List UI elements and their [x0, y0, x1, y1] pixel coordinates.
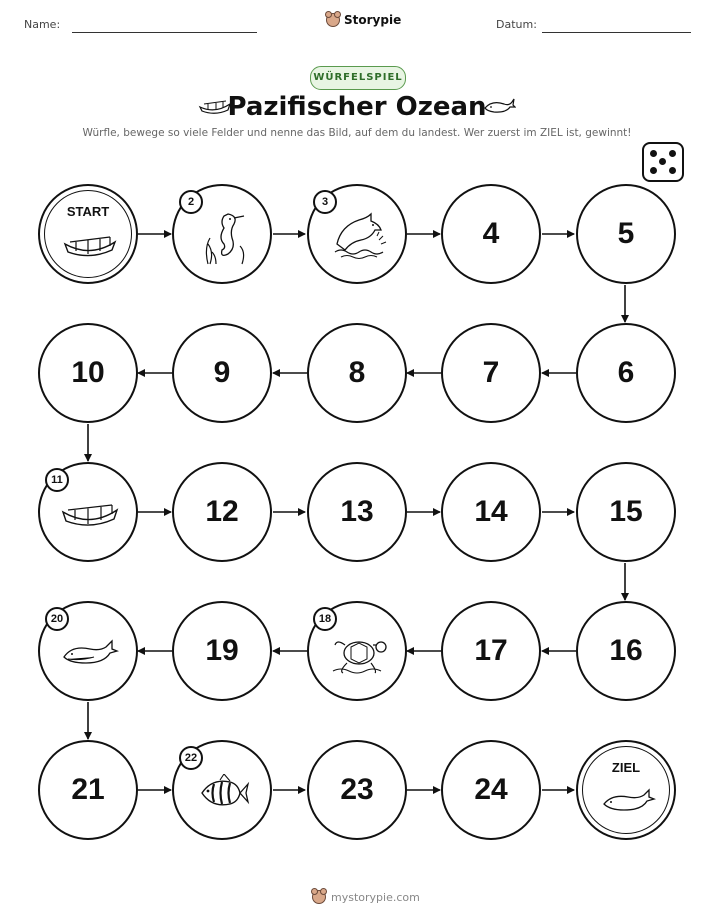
- turtle-icon: [331, 631, 389, 677]
- goal-cell[interactable]: [576, 740, 676, 840]
- fish-icon: [198, 774, 250, 812]
- canoe-icon: [62, 234, 118, 260]
- cell-13[interactable]: [307, 462, 407, 562]
- dolphin-icon: [331, 210, 387, 260]
- cell-15[interactable]: [576, 462, 676, 562]
- cell-number: 19: [205, 634, 239, 667]
- cell-number: 13: [340, 495, 374, 528]
- cell-22-number: 22: [179, 746, 203, 770]
- cell-21[interactable]: [38, 740, 138, 840]
- cell-number: 4: [482, 217, 500, 250]
- goal-label: ZIEL: [611, 760, 641, 775]
- cell-24[interactable]: [441, 740, 541, 840]
- cell-11-number: 11: [45, 468, 69, 492]
- game-type-badge: WÜRFELSPIEL: [310, 66, 406, 90]
- cell-number: 7: [482, 356, 500, 389]
- cell-10[interactable]: [38, 323, 138, 423]
- cell-20-number: 20: [45, 607, 69, 631]
- whale-icon: [60, 639, 120, 669]
- cell-number: 12: [205, 495, 239, 528]
- cell-number: 24: [474, 773, 508, 806]
- cell-7[interactable]: [441, 323, 541, 423]
- footer-url[interactable]: mystorypie.com: [331, 890, 420, 904]
- cell-2-number: 2: [179, 190, 203, 214]
- cell-18-number: 18: [313, 607, 337, 631]
- cell-number: 15: [609, 495, 643, 528]
- bear-icon: [312, 890, 326, 904]
- cell-6[interactable]: [576, 323, 676, 423]
- canoe-icon: [60, 502, 120, 530]
- instructions: Würfle, bewege so viele Felder und nenne das Bild, auf dem du landest. Wer zuerst im ZIEL ist, gewinnt!: [82, 127, 632, 139]
- cell-12[interactable]: [172, 462, 272, 562]
- page-title: Pazifischer Ozean: [227, 92, 487, 122]
- cell-number: 23: [340, 773, 374, 806]
- cell-number: 16: [609, 634, 643, 667]
- footer: [312, 890, 420, 904]
- cell-number: 10: [71, 356, 105, 389]
- seahorse-icon: [202, 208, 248, 266]
- cell-number: 21: [71, 773, 105, 806]
- brand-name: Storypie: [344, 13, 402, 27]
- cell-number: 6: [617, 356, 635, 389]
- cell-16[interactable]: [576, 601, 676, 701]
- cell-17[interactable]: [441, 601, 541, 701]
- cell-number: 14: [474, 495, 508, 528]
- cell-14[interactable]: [441, 462, 541, 562]
- cell-9[interactable]: [172, 323, 272, 423]
- cell-number: 8: [348, 356, 366, 389]
- cell-3-number: 3: [313, 190, 337, 214]
- cell-5[interactable]: [576, 184, 676, 284]
- start-cell[interactable]: [38, 184, 138, 284]
- cell-number: 5: [617, 217, 635, 250]
- cell-19[interactable]: [172, 601, 272, 701]
- whale-icon: [600, 788, 656, 816]
- cell-23[interactable]: [307, 740, 407, 840]
- cell-number: 17: [474, 634, 508, 667]
- cell-8[interactable]: [307, 323, 407, 423]
- start-label: START: [66, 204, 110, 219]
- name-label: Name:: [24, 18, 61, 31]
- cell-4[interactable]: [441, 184, 541, 284]
- cell-number: 9: [213, 356, 231, 389]
- date-label: Datum:: [496, 18, 537, 31]
